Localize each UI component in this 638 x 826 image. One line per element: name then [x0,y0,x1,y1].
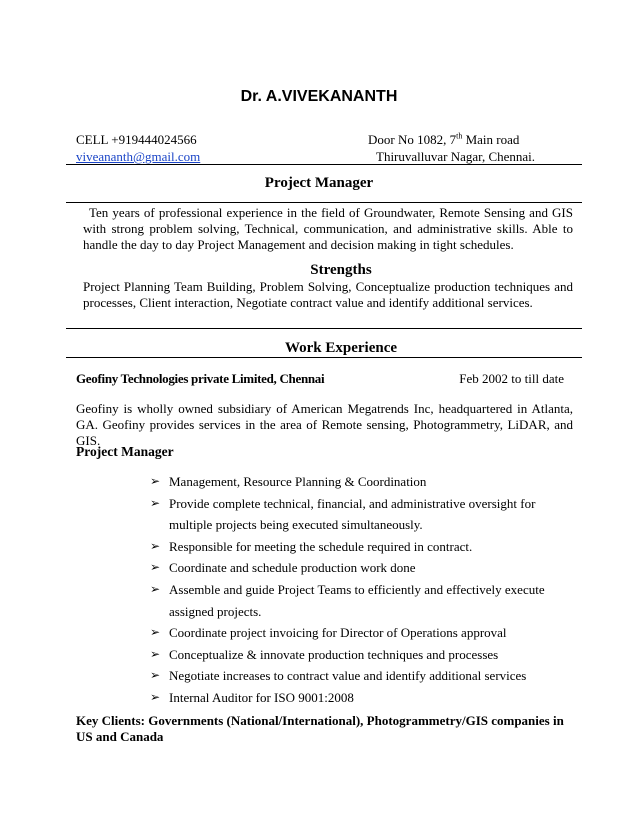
list-item: ➢ Coordinate and schedule production work done [150,557,580,579]
address-block [368,131,535,165]
arrow-bullet-icon: ➢ [150,689,161,704]
strengths-title: Strengths [310,262,372,278]
email-link[interactable]: viveananth@gmail.com [76,149,201,164]
arrow-bullet-icon: ➢ [150,646,161,661]
list-item: ➢ Coordinate project invoicing for Director of Operations approval [150,622,580,644]
work-divider [66,357,582,358]
arrow-bullet-icon: ➢ [150,474,161,488]
company-description: Geofiny is wholly owned subsidiary of American Megatrends Inc, headquartered in Atlanta, GA. Geofiny provides services in the area of Remote sensing, Photogrammetry, LiDAR, and GIS. [76,401,573,448]
arrow-bullet-icon: ➢ [150,581,161,596]
arrow-bullet-icon: ➢ [150,668,161,683]
contact-block [76,131,200,165]
summary-text: Ten years of professional experience in the field of Groundwater, Remote Sensing and GIS with strong problem solving, Technical, communication, and administrative skills. Able to handle the day to day Project Management and decision making in tight schedules. [83,205,573,252]
phone-number: CELL +919444024566 [76,132,197,147]
company-name: Geofiny Technologies private Limited, Chennai [76,371,325,386]
candidate-name: Dr. A.VIVEKANANTH [240,88,398,105]
strengths-divider [66,328,582,329]
work-experience-title: Work Experience [284,340,398,356]
address-line-1 [368,131,535,148]
arrow-bullet-icon: ➢ [150,625,161,640]
arrow-bullet-icon: ➢ [150,560,161,575]
arrow-bullet-icon: ➢ [150,538,161,553]
strengths-text: Project Planning Team Building, Problem Solving, Conceptualize production techniques and processes, Client interaction, Negotiate contract value and identify additional services. [83,279,573,310]
list-item: ➢ Provide complete technical, financial, and administrative oversight for multiple projects being executed simultaneously. [150,493,580,536]
list-item: ➢ Assemble and guide Project Teams to efficiently and effectively execute assigned projects. [150,579,580,622]
responsibilities-list [150,471,580,709]
list-item: ➢ Responsible for meeting the schedule required in contract. [150,536,580,558]
address-line-1-sup: th [456,131,463,141]
list-item: ➢ Conceptualize & innovate production techniques and processes [150,644,580,666]
address-line-2: Thiruvalluvar Nagar, Chennai. [376,149,536,164]
role-title: Project Manager [76,444,174,459]
arrow-bullet-icon: ➢ [150,495,161,510]
address-line-1-post: Main road [462,132,520,147]
list-item: ➢ Internal Auditor for ISO 9001:2008 [150,687,580,709]
key-clients: Key Clients: Governments (National/International), Photogrammetry/GIS companies in US and Canada [76,713,564,744]
summary-divider [66,202,582,203]
list-item: ➢ Management, Resource Planning & Coordination [150,471,580,493]
employment-dates: Feb 2002 to till date [459,371,564,386]
summary-title: Project Manager [264,175,374,191]
address-line-1-pre: Door No 1082, 7 [368,132,457,147]
list-item: ➢ Negotiate increases to contract value and identify additional services [150,665,580,687]
header-divider [66,164,582,165]
